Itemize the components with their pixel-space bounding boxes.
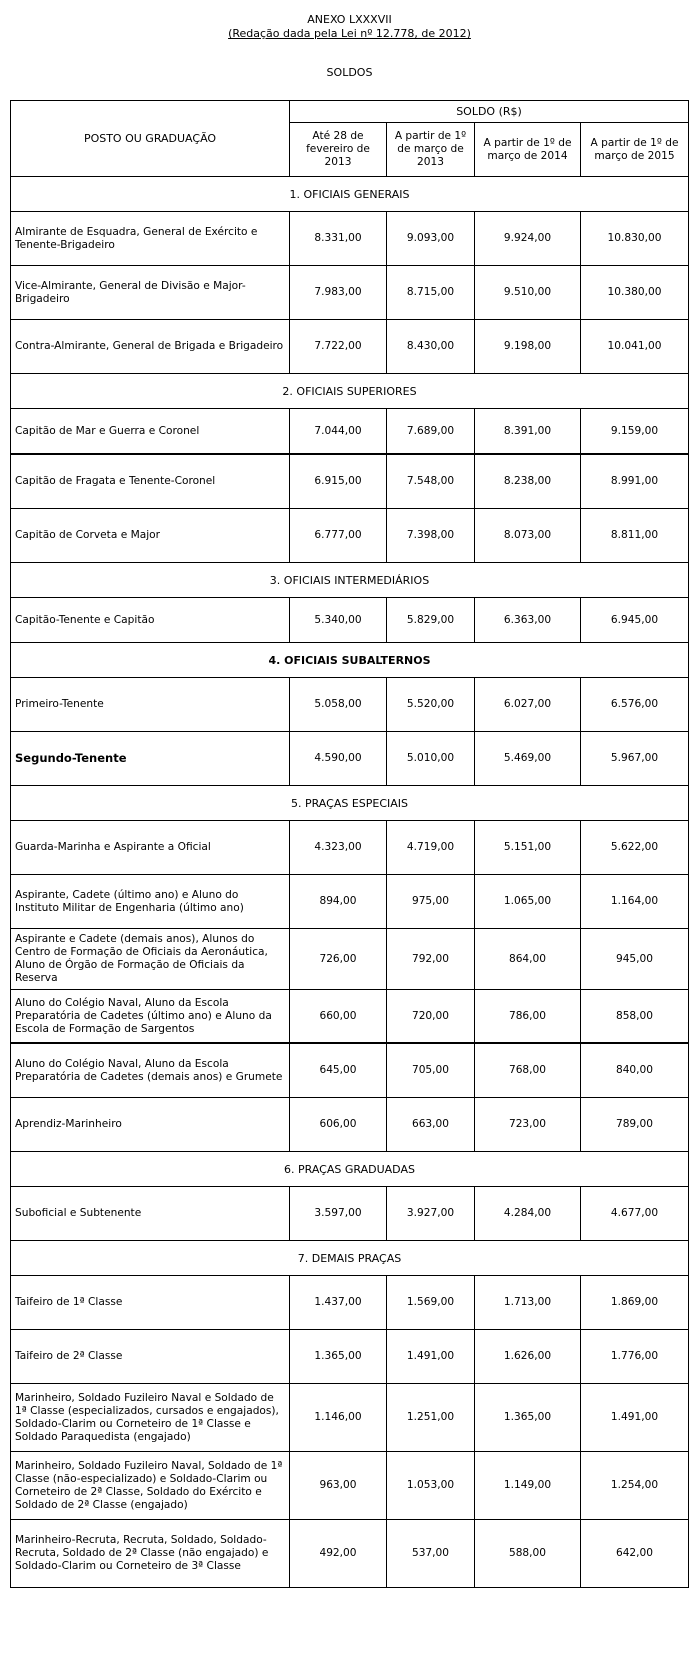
salary-cell: 642,00 — [581, 1520, 689, 1588]
salary-cell: 4.719,00 — [387, 821, 475, 875]
salary-cell: 1.365,00 — [290, 1330, 387, 1384]
salary-cell: 768,00 — [475, 1043, 581, 1098]
rank-name: Capitão de Fragata e Tenente-Coronel — [11, 454, 290, 509]
section-title: 2. OFICIAIS SUPERIORES — [11, 374, 689, 409]
salary-cell: 789,00 — [581, 1098, 689, 1152]
salary-cell: 4.677,00 — [581, 1187, 689, 1241]
salary-cell: 606,00 — [290, 1098, 387, 1152]
salary-cell: 1.065,00 — [475, 875, 581, 929]
table-row — [11, 678, 689, 732]
salary-cell: 5.151,00 — [475, 821, 581, 875]
salary-cell: 9.093,00 — [387, 212, 475, 266]
salary-cell: 9.924,00 — [475, 212, 581, 266]
table-row — [11, 732, 689, 786]
rank-name: Capitão de Mar e Guerra e Coronel — [11, 409, 290, 455]
table-row — [11, 454, 689, 509]
salary-cell: 864,00 — [475, 929, 581, 990]
salary-cell: 4.323,00 — [290, 821, 387, 875]
rank-name: Contra-Almirante, General de Brigada e Brigadeiro — [11, 320, 290, 374]
salary-cell: 5.058,00 — [290, 678, 387, 732]
table-row — [11, 1043, 689, 1098]
salary-cell: 8.331,00 — [290, 212, 387, 266]
salary-cell: 537,00 — [387, 1520, 475, 1588]
salary-cell: 5.010,00 — [387, 732, 475, 786]
salary-cell: 660,00 — [290, 990, 387, 1044]
rank-name: Vice-Almirante, General de Divisão e Major-Brigadeiro — [11, 266, 290, 320]
posto-header: POSTO OU GRADUAÇÃO — [11, 101, 290, 177]
rank-name: Primeiro-Tenente — [11, 678, 290, 732]
salary-cell: 1.491,00 — [581, 1384, 689, 1452]
soldos-table — [10, 100, 689, 1588]
salary-cell: 4.590,00 — [290, 732, 387, 786]
salary-cell: 588,00 — [475, 1520, 581, 1588]
section-title: 6. PRAÇAS GRADUADAS — [11, 1152, 689, 1187]
salary-cell: 945,00 — [581, 929, 689, 990]
table-row — [11, 1384, 689, 1452]
salary-cell: 975,00 — [387, 875, 475, 929]
table-title: SOLDOS — [326, 66, 373, 79]
section-row — [11, 177, 689, 212]
soldo-header: SOLDO (R$) — [290, 101, 689, 123]
salary-cell: 1.146,00 — [290, 1384, 387, 1452]
salary-cell: 1.491,00 — [387, 1330, 475, 1384]
salary-cell: 5.520,00 — [387, 678, 475, 732]
rank-name: Capitão de Corveta e Major — [11, 509, 290, 563]
rank-name: Marinheiro, Soldado Fuzileiro Naval, Soldado de 1ª Classe (não-especializado) e Soldado-Clarim ou Corneteiro de 2ª Classe, Soldado do Exército e Soldado de 2ª Classe (engajado) — [11, 1452, 290, 1520]
table-row — [11, 212, 689, 266]
rank-name: Aspirante e Cadete (demais anos), Alunos do Centro de Formação de Oficiais da Aeronáutica, Aluno de Órgão de Formação de Oficiais da Reserva — [11, 929, 290, 990]
salary-cell: 8.430,00 — [387, 320, 475, 374]
rank-name: Aprendiz-Marinheiro — [11, 1098, 290, 1152]
table-row — [11, 1452, 689, 1520]
rank-name: Marinheiro, Soldado Fuzileiro Naval e Soldado de 1ª Classe (especializados, cursados e engajados), Soldado-Clarim ou Corneteiro de 1ª Classe e Soldado Paraquedista (engajado) — [11, 1384, 290, 1452]
rank-name: Aluno do Colégio Naval, Aluno da Escola Preparatória de Cadetes (demais anos) e Grumete — [11, 1043, 290, 1098]
salary-cell: 1.254,00 — [581, 1452, 689, 1520]
column-header: A partir de 1º de março de 2015 — [581, 123, 689, 177]
salary-cell: 1.437,00 — [290, 1276, 387, 1330]
salary-cell: 786,00 — [475, 990, 581, 1044]
salary-cell: 723,00 — [475, 1098, 581, 1152]
salary-cell: 726,00 — [290, 929, 387, 990]
rank-name: Aluno do Colégio Naval, Aluno da Escola Preparatória de Cadetes (último ano) e Aluno da Escola de Formação de Sargentos — [11, 990, 290, 1044]
rank-name: Suboficial e Subtenente — [11, 1187, 290, 1241]
salary-cell: 1.251,00 — [387, 1384, 475, 1452]
table-row — [11, 1098, 689, 1152]
section-title: 7. DEMAIS PRAÇAS — [11, 1241, 689, 1276]
section-row — [11, 1152, 689, 1187]
table-row — [11, 509, 689, 563]
table-row — [11, 1520, 689, 1588]
section-row — [11, 643, 689, 678]
section-title: 5. PRAÇAS ESPECIAIS — [11, 786, 689, 821]
salary-cell: 1.365,00 — [475, 1384, 581, 1452]
column-header: A partir de 1º de março de 2013 — [387, 123, 475, 177]
salary-cell: 5.829,00 — [387, 598, 475, 643]
table-row — [11, 598, 689, 643]
salary-cell: 1.164,00 — [581, 875, 689, 929]
salary-cell: 1.149,00 — [475, 1452, 581, 1520]
salary-cell: 9.159,00 — [581, 409, 689, 455]
salary-cell: 1.869,00 — [581, 1276, 689, 1330]
salary-cell: 6.363,00 — [475, 598, 581, 643]
salary-cell: 6.777,00 — [290, 509, 387, 563]
annex-note-link[interactable]: (Redação dada pela Lei nº 12.778, de 2012) — [228, 27, 471, 40]
salary-cell: 1.713,00 — [475, 1276, 581, 1330]
salary-cell: 645,00 — [290, 1043, 387, 1098]
table-row — [11, 990, 689, 1044]
table-row — [11, 875, 689, 929]
salary-cell: 840,00 — [581, 1043, 689, 1098]
salary-cell: 3.597,00 — [290, 1187, 387, 1241]
table-row — [11, 929, 689, 990]
rank-name: Aspirante, Cadete (último ano) e Aluno do Instituto Militar de Engenharia (último ano) — [11, 875, 290, 929]
salary-cell: 6.915,00 — [290, 454, 387, 509]
rank-name: Marinheiro-Recruta, Recruta, Soldado, Soldado-Recruta, Soldado de 2ª Classe (não engajado) e Soldado-Clarim ou Corneteiro de 3ª Classe — [11, 1520, 290, 1588]
salary-cell: 8.391,00 — [475, 409, 581, 455]
salary-cell: 1.053,00 — [387, 1452, 475, 1520]
salary-cell: 7.548,00 — [387, 454, 475, 509]
salary-cell: 8.073,00 — [475, 509, 581, 563]
salary-cell: 10.830,00 — [581, 212, 689, 266]
table-row — [11, 320, 689, 374]
section-title: 3. OFICIAIS INTERMEDIÁRIOS — [11, 563, 689, 598]
salary-cell: 1.569,00 — [387, 1276, 475, 1330]
salary-cell: 7.689,00 — [387, 409, 475, 455]
salary-cell: 7.044,00 — [290, 409, 387, 455]
salary-cell: 963,00 — [290, 1452, 387, 1520]
salary-cell: 8.715,00 — [387, 266, 475, 320]
salary-cell: 5.622,00 — [581, 821, 689, 875]
annex-title: ANEXO LXXXVII — [307, 13, 392, 26]
rank-name: Guarda-Marinha e Aspirante a Oficial — [11, 821, 290, 875]
salary-cell: 5.340,00 — [290, 598, 387, 643]
column-header: Até 28 de fevereiro de 2013 — [290, 123, 387, 177]
table-row — [11, 1187, 689, 1241]
salary-cell: 6.576,00 — [581, 678, 689, 732]
rank-name: Segundo-Tenente — [11, 732, 290, 786]
salary-cell: 8.238,00 — [475, 454, 581, 509]
section-row — [11, 374, 689, 409]
table-row — [11, 821, 689, 875]
salary-cell: 6.945,00 — [581, 598, 689, 643]
salary-cell: 8.811,00 — [581, 509, 689, 563]
salary-cell: 858,00 — [581, 990, 689, 1044]
salary-cell: 792,00 — [387, 929, 475, 990]
salary-cell: 720,00 — [387, 990, 475, 1044]
salary-cell: 10.380,00 — [581, 266, 689, 320]
section-title: 1. OFICIAIS GENERAIS — [11, 177, 689, 212]
salary-cell: 6.027,00 — [475, 678, 581, 732]
table-row — [11, 409, 689, 455]
salary-cell: 10.041,00 — [581, 320, 689, 374]
salary-cell: 1.626,00 — [475, 1330, 581, 1384]
section-row — [11, 1241, 689, 1276]
salary-cell: 7.398,00 — [387, 509, 475, 563]
salary-cell: 492,00 — [290, 1520, 387, 1588]
salary-cell: 7.983,00 — [290, 266, 387, 320]
rank-name: Taifeiro de 2ª Classe — [11, 1330, 290, 1384]
salary-cell: 663,00 — [387, 1098, 475, 1152]
salary-cell: 5.967,00 — [581, 732, 689, 786]
salary-cell: 4.284,00 — [475, 1187, 581, 1241]
salary-cell: 9.510,00 — [475, 266, 581, 320]
rank-name: Capitão-Tenente e Capitão — [11, 598, 290, 643]
section-row — [11, 563, 689, 598]
rank-name: Taifeiro de 1ª Classe — [11, 1276, 290, 1330]
section-title: 4. OFICIAIS SUBALTERNOS — [11, 643, 689, 678]
salary-cell: 894,00 — [290, 875, 387, 929]
salary-cell: 705,00 — [387, 1043, 475, 1098]
salary-cell: 3.927,00 — [387, 1187, 475, 1241]
salary-cell: 9.198,00 — [475, 320, 581, 374]
salary-cell: 8.991,00 — [581, 454, 689, 509]
table-row — [11, 1276, 689, 1330]
column-header: A partir de 1º de março de 2014 — [475, 123, 581, 177]
table-body — [11, 177, 689, 1588]
salary-cell: 1.776,00 — [581, 1330, 689, 1384]
salary-cell: 7.722,00 — [290, 320, 387, 374]
rank-name: Almirante de Esquadra, General de Exército e Tenente-Brigadeiro — [11, 212, 290, 266]
table-row — [11, 266, 689, 320]
salary-cell: 5.469,00 — [475, 732, 581, 786]
section-row — [11, 786, 689, 821]
table-row — [11, 1330, 689, 1384]
